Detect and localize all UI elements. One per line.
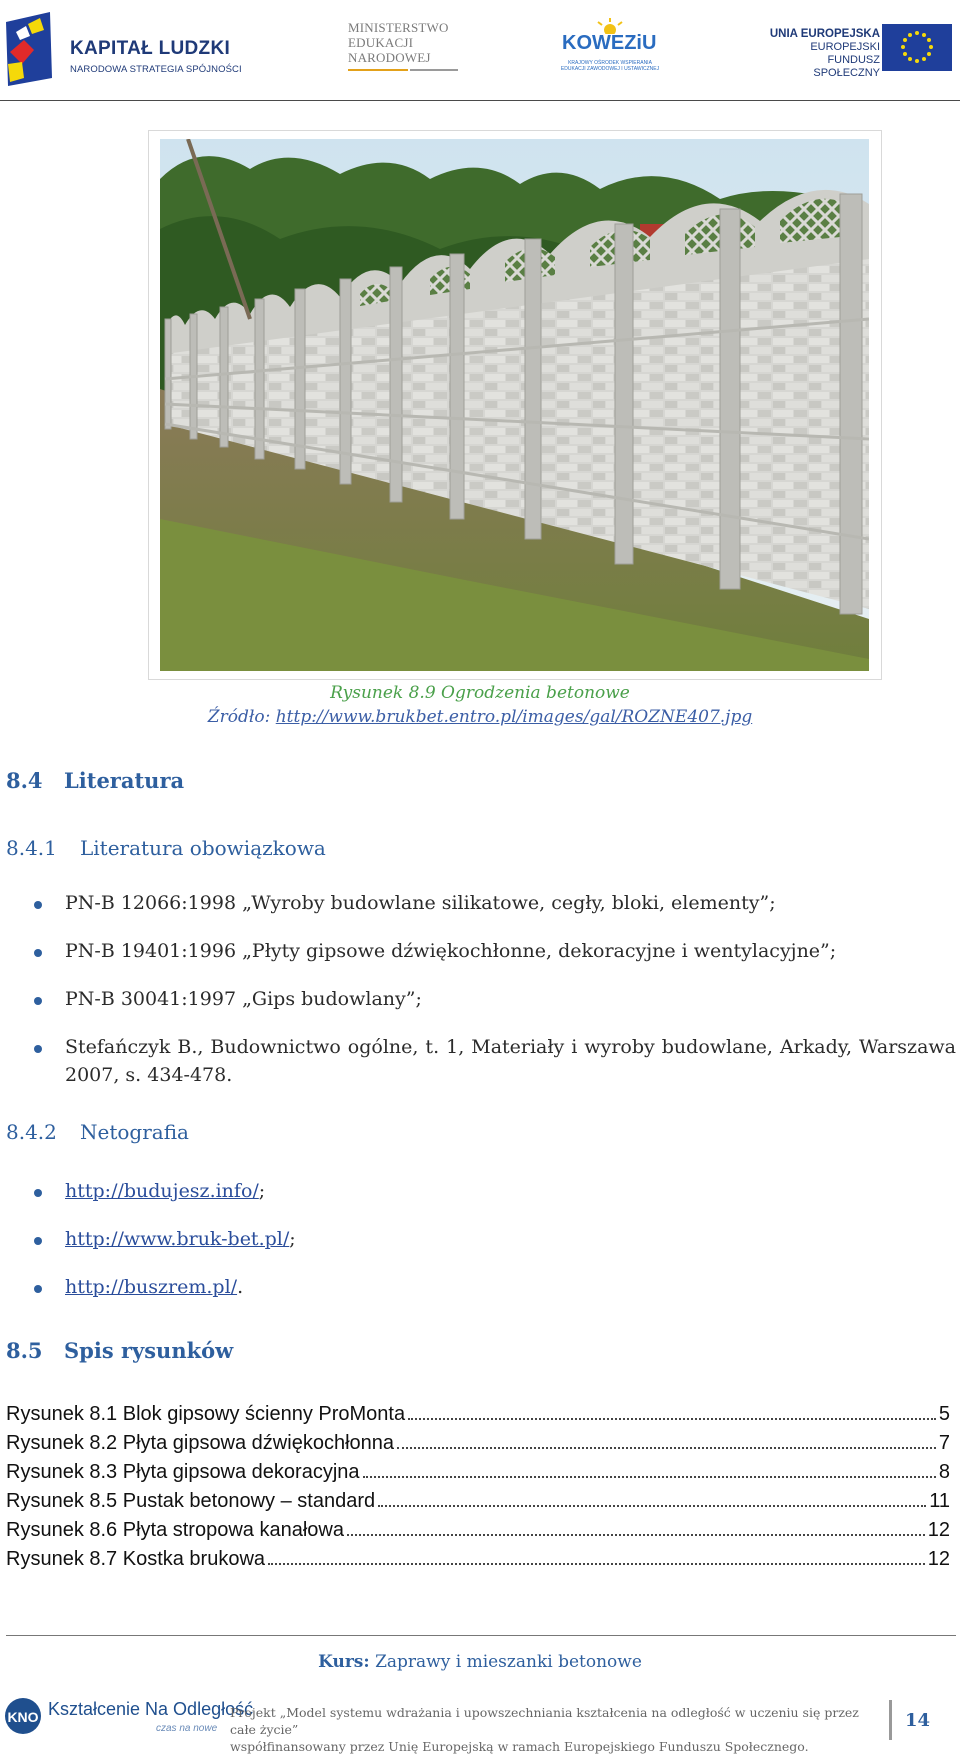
list-item-text: Stefańczyk B., Budownictwo ogólne, t. 1, Materiały i wyroby budowlane, Arkady, Warszawa 2007, s. 434-478. — [65, 1036, 956, 1086]
kapital-ludzki-title: KAPITAŁ LUDZKI — [70, 38, 231, 59]
list-item — [30, 1225, 956, 1273]
toc-row[interactable] — [6, 1548, 950, 1577]
project-line-2: współfinansowany przez Unię Europejską w ramach Europejskiego Funduszu Społecznego. — [230, 1739, 809, 1754]
list-item — [30, 1273, 956, 1321]
toc-row[interactable] — [6, 1490, 950, 1519]
required-literature-list — [30, 889, 956, 1093]
toc-leader — [378, 1505, 926, 1507]
bullet-icon — [34, 1237, 42, 1245]
project-info — [230, 1704, 870, 1755]
link-suffix: . — [237, 1276, 244, 1298]
toc-page: 7 — [938, 1432, 950, 1454]
link-suffix: ; — [258, 1180, 266, 1202]
eu-flag-icon — [882, 24, 952, 71]
logo-tagline: czas na nowe — [156, 1723, 218, 1734]
toc-row[interactable] — [6, 1403, 950, 1432]
list-item — [30, 937, 956, 985]
toc-label: Rysunek 8.7 Kostka brukowa — [6, 1548, 266, 1570]
bullet-icon — [34, 1045, 42, 1053]
list-item — [30, 1033, 956, 1093]
toc-page: 11 — [929, 1490, 950, 1512]
toc-label: Rysunek 8.2 Płyta gipsowa dźwiękochłonna — [6, 1432, 394, 1454]
list-item-text: PN-B 19401:1996 „Płyty gipsowe dźwiękochłonne, dekoracyjne i wentylacyjne”; — [65, 940, 837, 962]
concrete-fence-photo — [160, 139, 869, 671]
figures-toc — [6, 1403, 950, 1577]
kno-emblem-icon — [4, 1695, 42, 1737]
toc-label: Rysunek 8.3 Płyta gipsowa dekoracyjna — [6, 1461, 360, 1483]
figure-caption: Rysunek 8.9 Ogrodzenia betonowe — [330, 683, 630, 703]
toc-leader — [268, 1563, 925, 1565]
ministry-underline-icon — [348, 68, 458, 72]
toc-label: Rysunek 8.1 Blok gipsowy ścienny ProMonta — [6, 1403, 406, 1425]
subsection-number: 8.4.1 — [6, 836, 57, 860]
kapital-ludzki-subtitle: NARODOWA STRATEGIA SPÓJNOŚCI — [70, 64, 242, 75]
toc-row[interactable] — [6, 1461, 950, 1490]
section-literature-heading — [6, 768, 184, 793]
subsection-title: Netografia — [80, 1120, 189, 1144]
section-title: Spis rysunków — [64, 1338, 234, 1363]
kowez-logo — [560, 18, 660, 78]
list-item — [30, 1177, 956, 1225]
kowez-name: KOWEZiU — [562, 32, 657, 54]
kapital-ludzki-emblem-icon — [4, 12, 54, 86]
subsection-web-heading — [6, 1120, 189, 1144]
toc-page: 8 — [938, 1461, 950, 1483]
page-header — [0, 0, 960, 100]
list-item — [30, 889, 956, 937]
web-link[interactable]: http://www.bruk-bet.pl/ — [65, 1228, 290, 1250]
course-name: Zaprawy i mieszanki betonowe — [375, 1652, 642, 1672]
toc-page: 5 — [938, 1403, 950, 1425]
list-item-text: PN-B 12066:1998 „Wyroby budowlane silikatowe, cegły, bloki, elementy”; — [65, 892, 776, 914]
kowez-subtitle: KRAJOWY OŚRODEK WSPIERANIA EDUKACJI ZAWODOWEJ I USTAWICZNEJ — [560, 60, 660, 72]
ministry-logo — [348, 20, 468, 80]
eu-text — [760, 28, 880, 80]
page-number: 14 — [905, 1710, 931, 1731]
subsection-required-heading — [6, 836, 326, 860]
web-link[interactable]: http://buszrem.pl/ — [65, 1276, 238, 1298]
toc-page: 12 — [927, 1548, 950, 1570]
distance-learning-logo — [4, 1695, 254, 1741]
kapital-ludzki-logo — [4, 10, 244, 90]
netography-list — [30, 1177, 956, 1321]
course-label: Kurs: — [318, 1652, 370, 1672]
toc-leader — [347, 1534, 925, 1536]
list-item-text: PN-B 30041:1997 „Gips budowlany”; — [65, 988, 422, 1010]
eu-line-1: UNIA EUROPEJSKA — [769, 28, 880, 40]
header-divider — [0, 100, 960, 101]
course-line — [0, 1652, 960, 1672]
logo-name: Kształcenie Na Odległość — [48, 1699, 254, 1719]
toc-leader — [408, 1418, 936, 1420]
toc-label: Rysunek 8.6 Płyta stropowa kanałowa — [6, 1519, 344, 1541]
figure-source-link[interactable]: http://www.brukbet.entro.pl/images/gal/ROZNE407.jpg — [275, 707, 753, 727]
bullet-icon — [34, 949, 42, 957]
toc-row[interactable] — [6, 1432, 950, 1461]
svg-text:KNO: KNO — [7, 1709, 39, 1725]
figure-source-prefix: Źródło: — [207, 707, 276, 727]
bullet-icon — [34, 1285, 42, 1293]
toc-page: 12 — [927, 1519, 950, 1541]
bullet-icon — [34, 901, 42, 909]
eu-logo — [760, 24, 956, 79]
ministry-line-2: EDUKACJI — [348, 35, 414, 50]
section-title: Literatura — [64, 768, 185, 793]
ministry-line-3: NARODOWEJ — [348, 50, 431, 65]
toc-row[interactable] — [6, 1519, 950, 1548]
subsection-title: Literatura obowiązkowa — [80, 836, 326, 860]
page-number-separator — [889, 1700, 892, 1740]
section-number: 8.5 — [6, 1338, 43, 1363]
figure-frame — [148, 130, 882, 680]
section-figures-heading — [6, 1338, 233, 1363]
web-link[interactable]: http://budujesz.info/ — [65, 1180, 259, 1202]
subsection-number: 8.4.2 — [6, 1120, 57, 1144]
toc-leader — [397, 1447, 936, 1449]
ministry-line-1: MINISTERSTWO — [348, 20, 449, 35]
toc-leader — [363, 1476, 936, 1478]
bullet-icon — [34, 1189, 42, 1197]
toc-label: Rysunek 8.5 Pustak betonowy – standard — [6, 1490, 376, 1512]
list-item — [30, 985, 956, 1033]
footer-divider — [6, 1635, 956, 1636]
section-number: 8.4 — [6, 768, 43, 793]
bullet-icon — [34, 997, 42, 1005]
eu-line-2: EUROPEJSKI — [810, 41, 880, 53]
figure-source — [0, 707, 960, 727]
project-line-1: Projekt „Model systemu wdrażania i upowszechniania kształcenia na odległość w uczeniu się przez całe życie” — [230, 1705, 859, 1737]
link-suffix: ; — [289, 1228, 296, 1250]
eu-line-3: FUNDUSZ SPOŁECZNY — [813, 54, 880, 79]
